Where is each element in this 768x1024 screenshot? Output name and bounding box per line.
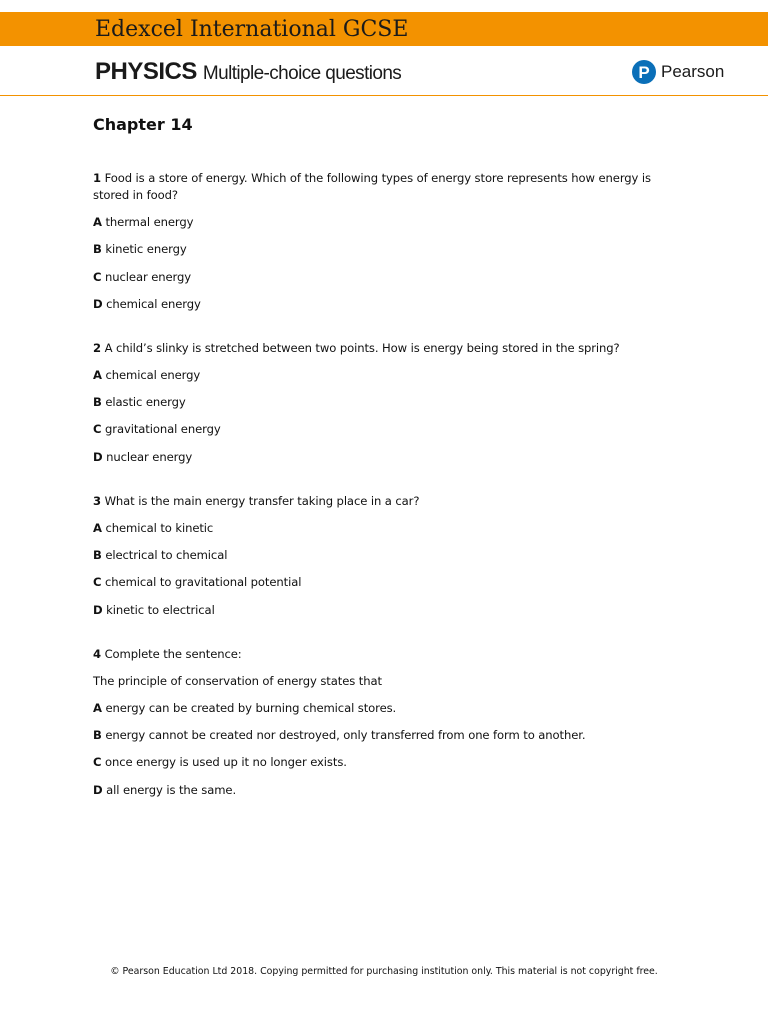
subject-subtitle: Multiple-choice questions [202,63,402,84]
answer-option [93,394,673,411]
copyright-footer: © Pearson Education Ltd 2018. Copying permitted for purchasing institution only. This material is not copyright free. [110,966,658,977]
publisher-brand [632,58,724,86]
answer-option [93,754,673,771]
option-text: chemical to gravitational potential [105,575,302,590]
option-text: chemical energy [105,367,201,382]
header-divider [0,95,768,96]
option-letter: A [93,520,102,535]
answer-option [93,520,673,537]
option-text: all energy is the same. [106,782,237,797]
option-text: once energy is used up it no longer exists. [105,755,347,770]
answer-option [93,296,673,313]
option-text: nuclear energy [106,449,193,464]
question-block [93,646,673,799]
question-block [93,493,673,619]
pearson-logo-icon: P [632,60,656,84]
answer-option [93,727,673,744]
answer-option [93,782,673,799]
question-stem [93,493,673,510]
question-stem-continued [93,673,673,690]
option-text: energy can be created by burning chemical stores. [105,700,397,715]
option-text: energy cannot be created nor destroyed, only transferred from one form to another. [105,727,586,742]
option-letter: A [93,215,102,229]
option-letter: C [93,575,102,590]
question-stem [93,646,673,663]
question-text: Complete the sentence: [104,646,242,661]
answer-option [93,214,673,231]
series-title: Edexcel International GCSE [95,17,409,42]
answer-option [93,574,673,591]
question-text: Food is a store of energy. Which of the following types of energy store represents how energy is stored in food? [93,171,651,202]
option-letter: A [93,367,102,382]
option-text: chemical to kinetic [105,520,214,535]
question-number: 2 [93,340,101,355]
option-text: electrical to chemical [105,548,228,563]
question-number: 1 [93,171,101,185]
answer-option [93,700,673,717]
subject-title: PHYSICS [95,58,197,85]
option-text: thermal energy [105,215,194,229]
question-stem [93,340,673,357]
option-letter: C [93,755,102,770]
answer-option [93,367,673,384]
option-letter: B [93,727,102,742]
question-number: 4 [93,646,101,661]
question-block [93,170,673,313]
header-band [0,12,768,46]
answer-option [93,547,673,564]
option-letter: B [93,548,102,563]
question-number: 3 [93,493,101,508]
option-letter: D [93,296,103,311]
question-stem [93,170,673,204]
question-text: A child’s slinky is stretched between two points. How is energy being stored in the spring? [104,340,620,355]
option-text: kinetic to electrical [106,602,215,617]
option-text: nuclear energy [105,269,191,284]
option-letter: B [93,242,102,257]
answer-option [93,449,673,466]
chapter-title: Chapter 14 [93,115,193,134]
question-list [93,170,673,826]
option-letter: D [93,782,103,797]
option-letter: B [93,395,102,410]
option-letter: C [93,422,102,437]
option-text: elastic energy [105,395,186,410]
question-text: The principle of conservation of energy states that [93,673,382,688]
option-letter: C [93,269,102,284]
option-text: chemical energy [106,296,201,311]
option-letter: D [93,602,103,617]
question-text: What is the main energy transfer taking place in a car? [104,493,420,508]
option-text: kinetic energy [105,242,187,257]
answer-option [93,421,673,438]
subject-heading [95,58,401,90]
option-letter: A [93,700,102,715]
option-text: gravitational energy [105,422,221,437]
answer-option [93,602,673,619]
question-block [93,340,673,466]
answer-option [93,269,673,286]
answer-option [93,241,673,258]
publisher-name: Pearson [661,62,725,81]
option-letter: D [93,449,103,464]
